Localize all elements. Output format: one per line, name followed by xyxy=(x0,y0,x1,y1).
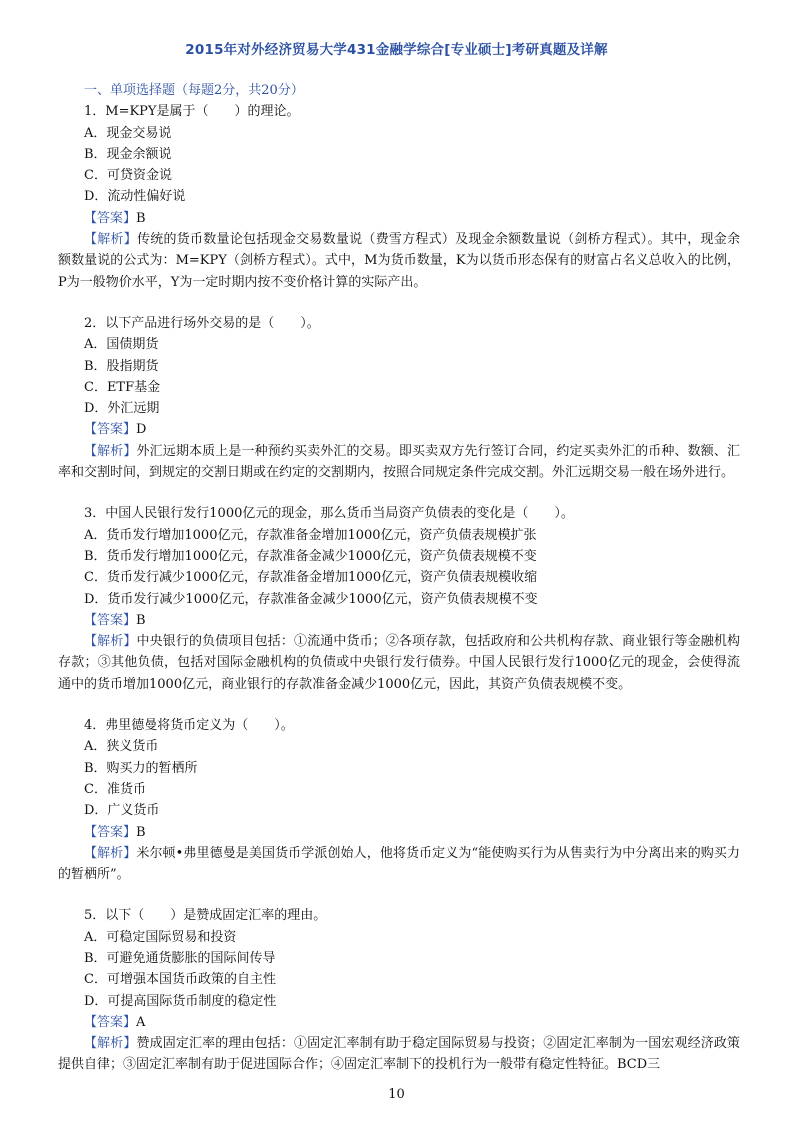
option-a: A．现金交易说 xyxy=(84,125,172,141)
analysis-label: 【解析】 xyxy=(84,634,137,650)
analysis-label: 【解析】 xyxy=(84,845,137,861)
option-c: C．ETF基金 xyxy=(84,379,161,395)
question-1 xyxy=(58,101,740,293)
option-d: D．广义货币 xyxy=(84,803,160,819)
option-d: D．货币发行减少1000亿元，存款准备金减少1000亿元，资产负债表规模不变 xyxy=(84,591,538,607)
analysis-label: 【解析】 xyxy=(84,232,138,248)
answer-label: 【答案】 xyxy=(84,824,137,840)
option-b: B．现金余额说 xyxy=(84,146,172,162)
analysis-text: 传统的货币数量论包括现金交易数量说（费雪方程式）及现金余额数量说（剑桥方程式）。其中，现金余额数量说的公式为：M=KPY（剑桥方程式）。式中，M为货币数量，K为以货币形态保有的财富占名义总收入的比例，P为一般物价水平，Y为一定时期内按不变价格计算的实际产出。 xyxy=(58,232,740,290)
analysis-paragraph xyxy=(58,441,740,484)
answer-line xyxy=(58,1012,740,1033)
option-c: C．准货币 xyxy=(84,781,146,797)
analysis-paragraph xyxy=(58,631,740,695)
question-stem: 2．以下产品进行场外交易的是（ ）。 xyxy=(84,315,320,331)
question-stem: 4．弗里德曼将货币定义为（ ）。 xyxy=(84,718,294,734)
analysis-text: 米尔顿•弗里德曼是美国货币学派创始人，他将货币定义为“能使购买行为从售卖行为中分离出来的购买力的暂栖所”。 xyxy=(58,845,740,883)
section-heading: 一、单项选择题（每题2分，共20分） xyxy=(84,83,304,98)
analysis-text: 中央银行的负债项目包括：①流通中货币；②各项存款，包括政府和公共机构存款、商业银行等金融机构存款；③其他负债，包括对国际金融机构的负债或中央银行发行债券。中国人民银行发行1000亿元的现金，会使得流通中的货币增加1000亿元，商业银行的存款准备金减少1000亿元，因此，其资产负债表规模不变。 xyxy=(58,634,740,692)
answer-label: 【答案】 xyxy=(84,612,137,628)
analysis-paragraph xyxy=(58,1033,740,1076)
question-stem: 3．中国人民银行发行1000亿元的现金，那么货币当局资产负债表的变化是（ ）。 xyxy=(84,506,574,522)
option-b: B．货币发行增加1000亿元，存款准备金减少1000亿元，资产负债表规模不变 xyxy=(84,548,537,564)
option-a: A．可稳定国际贸易和投资 xyxy=(84,929,237,945)
option-a: A．货币发行增加1000亿元，存款准备金增加1000亿元，资产负债表规模扩张 xyxy=(84,527,537,543)
option-d: D．外汇远期 xyxy=(84,401,160,417)
question-stem: 1．M=KPY是属于（ ）的理论。 xyxy=(84,104,300,120)
question-2 xyxy=(58,313,740,483)
page-title: 2015年对外经济贸易大学431金融学综合[专业硕士]考研真题及详解 xyxy=(185,42,608,58)
answer-value: B xyxy=(136,824,146,840)
document-body xyxy=(58,80,740,1096)
answer-line xyxy=(58,208,740,229)
option-b: B．购买力的暂栖所 xyxy=(84,760,198,776)
analysis-text: 外汇远期本质上是一种预约买卖外汇的交易。即买卖双方先行签订合同，约定买卖外汇的币种、数额、汇率和交割时间，到规定的交割日期或在约定的交割期内，按照合同规定条件完成交割。外汇远期交易一般在场外进行。 xyxy=(58,443,740,481)
analysis-label: 【解析】 xyxy=(84,1036,137,1052)
option-b: B．可避免通货膨胀的国际间传导 xyxy=(84,950,276,966)
answer-line xyxy=(58,419,740,440)
option-d: D．可提高国际货币制度的稳定性 xyxy=(84,993,277,1009)
answer-value: D xyxy=(136,422,147,438)
analysis-text: 赞成固定汇率的理由包括：①固定汇率制有助于稳定国际贸易与投资；②固定汇率制为一国宏观经济政策提供自律；③固定汇率制有助于促进国际合作；④固定汇率制下的投机行为一般带有稳定性特征。BCD三 xyxy=(58,1036,740,1073)
option-c: C．可增强本国货币政策的自主性 xyxy=(84,972,276,988)
question-stem: 5．以下（ ）是赞成固定汇率的理由。 xyxy=(84,908,327,924)
analysis-paragraph xyxy=(58,843,740,886)
question-3 xyxy=(58,503,740,695)
answer-label: 【答案】 xyxy=(84,210,137,226)
answer-label: 【答案】 xyxy=(84,1014,137,1030)
answer-value: B xyxy=(136,612,146,628)
answer-line xyxy=(58,610,740,631)
page-number: 10 xyxy=(388,1087,405,1102)
option-c: C．可贷资金说 xyxy=(84,168,172,184)
option-b: B．股指期货 xyxy=(84,358,159,374)
option-d: D．流动性偏好说 xyxy=(84,189,186,205)
answer-line xyxy=(58,822,740,843)
option-a: A．国债期货 xyxy=(84,337,159,353)
question-4 xyxy=(58,715,740,885)
option-a: A．狭义货币 xyxy=(84,739,159,755)
option-c: C．货币发行减少1000亿元，存款准备金增加1000亿元，资产负债表规模收缩 xyxy=(84,570,538,586)
question-5 xyxy=(58,905,740,1075)
analysis-paragraph xyxy=(58,229,740,293)
answer-value: B xyxy=(136,210,146,226)
answer-label: 【答案】 xyxy=(84,422,137,438)
answer-value: A xyxy=(136,1014,146,1030)
analysis-label: 【解析】 xyxy=(84,443,137,459)
